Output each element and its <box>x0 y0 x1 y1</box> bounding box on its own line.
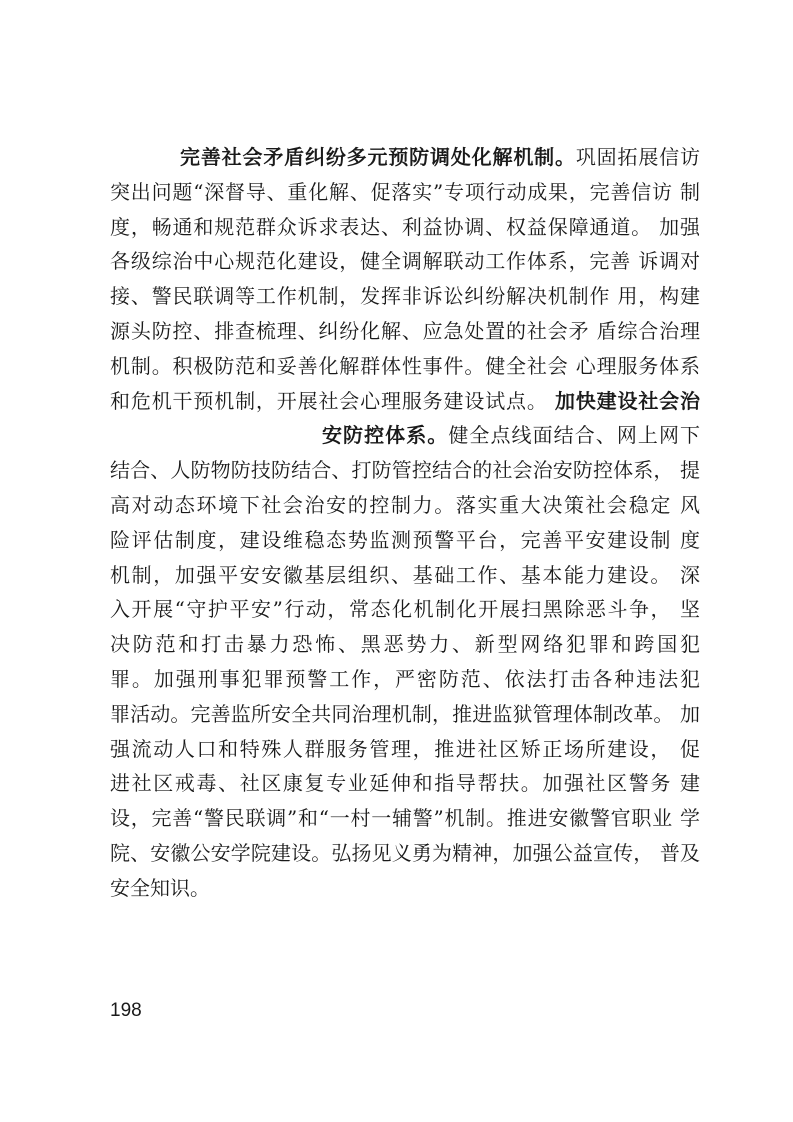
page-number: 198 <box>110 1000 142 1021</box>
text-line-5 <box>110 279 700 314</box>
text-line-21 <box>110 836 700 871</box>
text-line-17 <box>110 697 700 732</box>
text-line-4 <box>110 244 700 279</box>
text-line-2 <box>110 175 700 210</box>
line-text: 健全点线面结合、网上网下 <box>448 423 701 448</box>
text-line-7 <box>110 349 700 384</box>
line-text: 结合、人防物防技防结合、打防管控结合的社会治安防控体系， 提 <box>110 458 700 483</box>
heading-sustained-conflict-mechanism: 完善社会矛盾纠纷多元预防调处化解机制。 <box>180 145 576 169</box>
line-text: 和危机干预机制，开展社会心理服务建设试点。 <box>110 388 555 413</box>
body-text <box>110 140 700 906</box>
text-line-14 <box>110 592 700 627</box>
heading-public-security-system-cont: 安防控体系。 <box>322 423 449 448</box>
text-line-10 <box>110 453 700 488</box>
text-line-3 <box>110 210 700 245</box>
text-line-19 <box>110 766 700 801</box>
line-text: 险评估制度，建设维稳态势监测预警平台，完善平安建设制 度 <box>110 527 700 552</box>
text-line-12 <box>110 523 700 558</box>
text-line-20 <box>110 801 700 836</box>
text-line-6 <box>110 314 700 349</box>
line-text: 机制。积极防范和妥善化解群体性事件。健全社会 心理服务体系 <box>110 353 700 378</box>
line-text: 巩固拓展信访 <box>575 145 701 169</box>
text-line-22 <box>110 871 700 906</box>
line-text: 强流动人口和特殊人群服务管理，推进社区矫正场所建设， 促 <box>110 736 700 761</box>
text-line-8 <box>110 384 700 419</box>
line-text: 机制，加强平安安徽基层组织、基础工作、基本能力建设。 深 <box>110 562 700 587</box>
heading-public-security-system: 加快建设社会治 <box>554 388 701 413</box>
line-text: 安全知识。 <box>110 875 210 900</box>
line-text: 度，畅通和规范群众诉求表达、利益协调、权益保障通道。 加强 <box>110 214 700 239</box>
line-text: 设，完善“警民联调”和“一村一辅警”机制。推进安徽警官职业 学 <box>110 806 700 831</box>
line-text: 突出问题“深督导、重化解、促落实”专项行动成果，完善信访 制 <box>110 179 700 204</box>
line-text: 入开展“守护平安”行动，常态化机制化开展扫黑除恶斗争， 坚 <box>110 597 700 622</box>
text-line-15 <box>110 627 700 662</box>
line-text: 各级综治中心规范化建设，健全调解联动工作体系，完善 诉调对 <box>110 249 700 274</box>
line-text: 进社区戒毒、社区康复专业延伸和指导帮扶。加强社区警务 建 <box>110 771 700 796</box>
line-text: 罪。加强刑事犯罪预警工作，严密防范、依法打击各种违法犯 <box>110 666 700 691</box>
line-text: 院、安徽公安学院建设。弘扬见义勇为精神，加强公益宣传， 普及 <box>110 840 700 865</box>
text-line-13 <box>110 558 700 593</box>
text-line-16 <box>110 662 700 697</box>
text-line-11 <box>110 488 700 523</box>
text-line-9 <box>110 418 700 453</box>
line-text: 源头防控、排查梳理、纠纷化解、应急处置的社会矛 盾综合治理 <box>110 318 700 343</box>
line-text: 高对动态环境下社会治安的控制力。落实重大决策社会稳定 风 <box>110 492 700 517</box>
line-text: 罪活动。完善监所安全共同治理机制，推进监狱管理体制改革。 加 <box>110 701 700 726</box>
text-line-1 <box>110 140 700 175</box>
line-text: 接、警民联调等工作机制，发挥非诉讼纠纷解决机制作 用，构建 <box>110 284 700 309</box>
line-text: 决防范和打击暴力恐怖、黑恶势力、新型网络犯罪和跨国犯 <box>110 632 700 657</box>
text-line-18 <box>110 732 700 767</box>
